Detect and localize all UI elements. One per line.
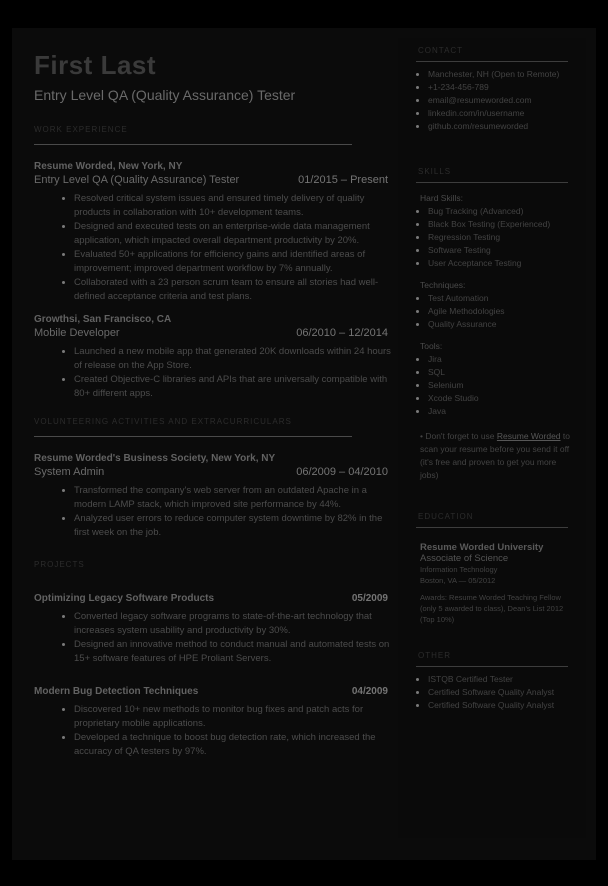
field-of-study: Information Technology xyxy=(420,565,498,574)
skill-item: • Regression Testing xyxy=(428,231,586,244)
work-date: 01/2015 – Present xyxy=(298,174,388,186)
certification: • ISTQB Certified Tester xyxy=(428,673,586,686)
main-column xyxy=(34,50,394,759)
sidebar xyxy=(398,38,586,838)
bullet: • Designed an innovative method to conduct manual and automated tests on 15+ software features of HPE Proliant Servers. xyxy=(74,638,394,666)
contact-github[interactable]: • github.com/resumeworded xyxy=(428,120,586,133)
resume-worded-link[interactable]: Resume Worded xyxy=(496,431,561,441)
project-title: Modern Bug Detection Techniques xyxy=(34,686,199,697)
work-bullets xyxy=(34,345,394,401)
technique-item: • Agile Methodologies xyxy=(428,305,586,318)
candidate-name: First Last xyxy=(34,50,157,80)
bullet: • Created Objective-C libraries and APIs that are universally compatible with 80+ different apps. xyxy=(74,373,394,401)
awards: Awards: Resume Worded Teaching Fellow (only 5 awarded to class), Dean's List 2012 (Top 10%) xyxy=(420,593,564,624)
bullet: • Designed and executed tests on an enterprise-wide data management application, which impacted overall department productivity by 20%. xyxy=(74,220,394,248)
bullet: • Evaluated 50+ applications for efficiency gains and identified areas of improvement; improved department workflow by 7% annually. xyxy=(74,248,394,276)
project-bullets xyxy=(34,703,394,759)
bullet: • Converted legacy software programs to state-of-the-art technology that increases system usability and productivity by 30%. xyxy=(74,610,394,638)
divider xyxy=(416,527,568,528)
volunteer-role-row xyxy=(34,466,394,478)
school-location-date: Boston, VA — 05/2012 xyxy=(420,576,496,585)
project-date: 04/2009 xyxy=(351,686,388,697)
project-entry xyxy=(34,593,394,666)
bullet: • Collaborated with a 23 person scrum team to ensure all stories had well-defined acceptance criteria and test plans. xyxy=(74,276,394,304)
technique-item: • Test Automation xyxy=(428,292,586,305)
contact-location: • Manchester, NH (Open to Remote) xyxy=(428,68,586,81)
work-role-row xyxy=(34,174,394,186)
other-list xyxy=(398,673,586,712)
degree: Associate of Science xyxy=(420,553,509,564)
bullet: • Developed a technique to boost bug detection rate, which increased the accuracy of QA testers by 97%. xyxy=(74,731,394,759)
skill-item: • Software Testing xyxy=(428,244,586,257)
contact-phone: • +1-234-456-789 xyxy=(428,81,586,94)
project-title: Optimizing Legacy Software Products xyxy=(34,593,215,604)
volunteer-bullets xyxy=(34,484,394,540)
tool-item: • Xcode Studio xyxy=(428,392,586,405)
section-heading-volunteer: VOLUNTEERING ACTIVITIES AND EXTRACURRICULARS xyxy=(34,417,292,426)
divider xyxy=(34,144,352,145)
volunteer-entry xyxy=(34,453,394,540)
work-role-row xyxy=(34,327,394,339)
bullet: • Resolved critical system issues and ensured timely delivery of quality products in collaboration with 10+ development teams. xyxy=(74,192,394,220)
section-heading-projects: PROJECTS xyxy=(34,560,85,569)
tool-item: • SQL xyxy=(428,366,586,379)
certification: • Certified Software Quality Analyst xyxy=(428,699,586,712)
tools-list xyxy=(398,353,586,418)
techniques-label: Techniques: xyxy=(420,280,466,290)
hard-skills-label: Hard Skills: xyxy=(420,193,463,203)
tool-item: • Selenium xyxy=(428,379,586,392)
work-date: 06/2010 – 12/2014 xyxy=(296,327,388,339)
project-bullets xyxy=(34,610,394,666)
skills-heading: SKILLS xyxy=(418,167,452,176)
volunteer-org: Resume Worded's Business Society, New York, NY xyxy=(34,453,276,464)
contact-linkedin[interactable]: • linkedin.com/in/username xyxy=(428,107,586,120)
education-heading: EDUCATION xyxy=(418,512,474,521)
work-bullets xyxy=(34,192,394,304)
skill-item: • Bug Tracking (Advanced) xyxy=(428,205,586,218)
volunteer-role: System Admin xyxy=(34,466,105,478)
project-title-row xyxy=(34,593,394,604)
work-role: Mobile Developer xyxy=(34,327,120,339)
work-org: Growthsi, San Francisco, CA xyxy=(34,314,172,325)
work-entry xyxy=(34,314,394,401)
work-entry xyxy=(34,161,394,304)
university-name: Resume Worded University xyxy=(420,542,544,553)
contact-heading: CONTACT xyxy=(418,46,464,55)
tools-label: Tools: xyxy=(420,341,443,351)
divider xyxy=(34,436,352,437)
contact-list xyxy=(398,68,586,133)
resume-tip: • Don't forget to use Resume Worded to scan your resume before you send it off (it's free and proven to get you more jobs) xyxy=(420,431,570,480)
work-org: Resume Worded, New York, NY xyxy=(34,161,183,172)
bullet: • Analyzed user errors to reduce computer system downtime by 82% in the first week on the job. xyxy=(74,512,394,540)
other-heading: OTHER xyxy=(418,651,451,660)
work-role: Entry Level QA (Quality Assurance) Tester xyxy=(34,174,240,186)
resume-page xyxy=(12,28,596,860)
certification: • Certified Software Quality Analyst xyxy=(428,686,586,699)
target-role: Entry Level QA (Quality Assurance) Tester xyxy=(34,87,296,103)
skill-item: • User Acceptance Testing xyxy=(428,257,586,270)
skill-item: • Black Box Testing (Experienced) xyxy=(428,218,586,231)
tool-item: • Java xyxy=(428,405,586,418)
project-entry xyxy=(34,686,394,759)
hard-skills-list xyxy=(398,205,586,270)
tip-prefix: Don't forget to use xyxy=(425,431,497,441)
tip-suffix: to scan your resume before you send it off (it's free and proven to get you more jobs) xyxy=(420,431,570,480)
bullet: • Transformed the company's web server from an outdated Apache in a modern LAMP stack, which improved site performance by 44%. xyxy=(74,484,394,512)
tool-item: • Jira xyxy=(428,353,586,366)
volunteer-date: 06/2009 – 04/2010 xyxy=(296,466,388,478)
project-date: 05/2009 xyxy=(351,593,388,604)
bullet: • Launched a new mobile app that generated 20K downloads within 24 hours of release on the App Store. xyxy=(74,345,394,373)
section-heading-work: WORK EXPERIENCE xyxy=(34,125,128,134)
project-title-row xyxy=(34,686,394,697)
contact-email[interactable]: • email@resumeworded.com xyxy=(428,94,586,107)
divider xyxy=(416,182,568,183)
divider xyxy=(416,61,568,62)
techniques-list xyxy=(398,292,586,331)
divider xyxy=(416,666,568,667)
technique-item: • Quality Assurance xyxy=(428,318,586,331)
bullet: • Discovered 10+ new methods to monitor bug fixes and patch acts for proprietary mobile applications. xyxy=(74,703,394,731)
